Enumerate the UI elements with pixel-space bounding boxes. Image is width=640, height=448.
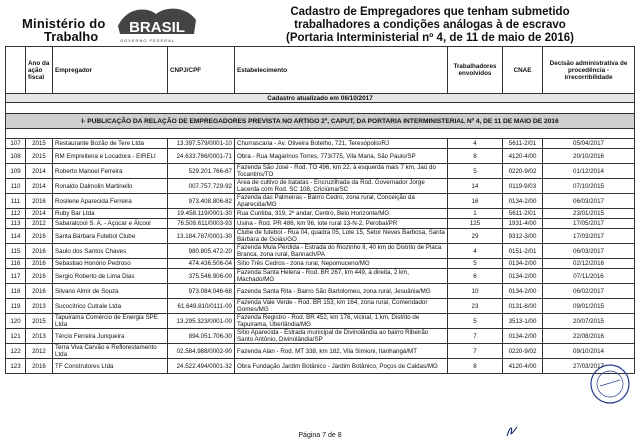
row-workers: 1 <box>448 209 503 219</box>
official-stamp <box>588 362 632 406</box>
row-establishment: Fazenda das Palmeiras - Bairro Cedro, zona rural, Conceição da Aparecida/MG <box>235 194 448 209</box>
row-year: 2013 <box>26 299 53 314</box>
row-cnpj: 13.295.323/0001-00 <box>168 314 235 329</box>
row-year: 2016 <box>26 359 53 374</box>
row-decision: 09/01/2015 <box>543 299 635 314</box>
row-cnpj: 24.633.766/0001-71 <box>168 149 235 164</box>
table-row <box>6 164 635 179</box>
row-establishment: Sítio Três Cedros - zona rural, Nepomuceno/MG <box>235 259 448 269</box>
row-year: 2016 <box>26 259 53 269</box>
row-employer: Sergio Roberto de Lima Dias <box>53 269 168 284</box>
row-decision: 07/10/2015 <box>543 179 635 194</box>
row-decision: 09/10/2014 <box>543 344 635 359</box>
row-number: 113 <box>6 219 26 229</box>
row-number: 115 <box>6 244 26 259</box>
table-row <box>6 269 635 284</box>
row-cnae: 0220-9/02 <box>503 344 543 359</box>
row-cnpj: 980.805.472-20 <box>168 244 235 259</box>
row-workers: 7 <box>448 344 503 359</box>
row-cnae: 4120-4/00 <box>503 359 543 374</box>
row-number: 120 <box>6 314 26 329</box>
row-workers: 5 <box>448 164 503 179</box>
row-number: 108 <box>6 149 26 164</box>
row-decision: 06/02/2017 <box>543 284 635 299</box>
row-number: 116 <box>6 259 26 269</box>
row-workers: 6 <box>448 269 503 284</box>
row-decision: 17/05/2017 <box>543 219 635 229</box>
row-workers: 4 <box>448 244 503 259</box>
table-row <box>6 299 635 314</box>
row-decision: 06/03/2017 <box>543 194 635 209</box>
row-employer: Rosilene Aparecida Ferreira <box>53 194 168 209</box>
row-year: 2016 <box>26 229 53 244</box>
row-cnpj: 13.397.579/0001-10 <box>168 139 235 149</box>
row-employer: Restaurante Bozão de Tere Ltda <box>53 139 168 149</box>
row-workers: 29 <box>448 229 503 244</box>
row-decision: 01/12/2014 <box>543 164 635 179</box>
row-employer: Sabaralcool S. A. - Açúcar e Álcool <box>53 219 168 229</box>
col-header-decision: Decisão administrativa de procedência - irrecorribilidade <box>543 47 635 94</box>
row-establishment: Obra Fundação Jardim Botânico - Jardim Botânico, Poços de Caldas/MG <box>235 359 448 374</box>
table-row <box>6 244 635 259</box>
row-employer: Tércio Ferreira Junqueira <box>53 329 168 344</box>
row-employer: RM Empreiteira e Locadora - EIRELI <box>53 149 168 164</box>
row-number: 107 <box>6 139 26 149</box>
row-cnae: 1931-4/00 <box>503 219 543 229</box>
row-year: 2016 <box>26 284 53 299</box>
row-establishment: Fazenda Mula Perdida - Estrada do Riozinho II, 40 km do Distrito de Placa Branca, zona rural, Bannach/PA <box>235 244 448 259</box>
logo-ministerio-text: Ministério do <box>22 16 106 31</box>
row-cnpj: 19.458.119/0001-30 <box>168 209 235 219</box>
brasil-logo-text: BRASIL <box>129 19 185 36</box>
row-employer: Ruby Bar Ltda <box>53 209 168 219</box>
row-number: 109 <box>6 164 26 179</box>
row-workers: 7 <box>448 329 503 344</box>
table-row <box>6 179 635 194</box>
row-cnpj: 24.522.494/0001-32 <box>168 359 235 374</box>
logo-trabalho-text: Trabalho <box>44 29 99 44</box>
row-establishment: Fazenda Santa Helena - Rod. BR 267, km 449, à direita, 2 km, Machado/MG <box>235 269 448 284</box>
row-establishment: Obra - Rua Magarinos Torres, 773/775, Vila Maria, São Paulo/SP <box>235 149 448 164</box>
row-year: 2014 <box>26 164 53 179</box>
row-cnae: 0134-2/00 <box>503 194 543 209</box>
row-establishment: Churrascaria - Av. Oliveira Botelho, 721, Teresópolis/RJ <box>235 139 448 149</box>
row-cnae: 0134-2/00 <box>503 259 543 269</box>
table-row <box>6 314 635 329</box>
row-workers: 8 <box>448 149 503 164</box>
row-year: 2015 <box>26 149 53 164</box>
row-cnae: 9312-3/00 <box>503 229 543 244</box>
row-decision: 27/03/2017 <box>543 359 635 374</box>
row-establishment: Usina - Rod. PR 486, km 96, lote rural 13-N-2, Perobal/PR <box>235 219 448 229</box>
row-decision: 23/01/2015 <box>543 209 635 219</box>
row-cnae: 0134-2/00 <box>503 329 543 344</box>
row-cnae: 0134-2/00 <box>503 269 543 284</box>
row-cnpj: 13.184.787/0001-30 <box>168 229 235 244</box>
table-body <box>6 139 635 374</box>
table-row <box>6 284 635 299</box>
row-establishment: Sítio Aparecida - Estrada municipal de Divinolândia ao bairro Ribeirão Santo Antônio, Divinolândia/SP <box>235 329 448 344</box>
row-cnpj: 375.546.906-00 <box>168 269 235 284</box>
col-header-employer: Empregador <box>53 47 168 94</box>
page-number: Página 7 de 8 <box>298 432 342 439</box>
row-year: 2013 <box>26 329 53 344</box>
row-employer: Tapuirama Comércio de Energia SPE Ltda <box>53 314 168 329</box>
col-header-cnpj: CNPJ/CPF <box>168 47 235 94</box>
row-cnae: 0151-2/01 <box>503 244 543 259</box>
row-decision: 07/11/2016 <box>543 269 635 284</box>
row-cnpj: 61.649.810/0111-00 <box>168 299 235 314</box>
row-workers: 5 <box>448 259 503 269</box>
table-row <box>6 359 635 374</box>
row-decision: 22/08/2016 <box>543 329 635 344</box>
row-cnae: 5611-2/01 <box>503 139 543 149</box>
row-cnae: 3513-1/00 <box>503 314 543 329</box>
table-row <box>6 259 635 269</box>
row-decision: 05/04/2017 <box>543 139 635 149</box>
row-cnpj: 474.436.506-04 <box>168 259 235 269</box>
row-cnpj: 76.509.611/0003-93 <box>168 219 235 229</box>
updated-row <box>6 94 635 103</box>
row-workers: 10 <box>448 284 503 299</box>
row-year: 2016 <box>26 194 53 209</box>
row-year: 2014 <box>26 179 53 194</box>
updated-label: Cadastro atualizado em 06/10/2017 <box>6 94 635 103</box>
row-number: 123 <box>6 359 26 374</box>
section-title: I- PUBLICAÇÃO DA RELAÇÃO DE EMPREGADORES PREVISTA NO ARTIGO 2º, CAPUT, DA PORTARIA INTERMINISTERIAL Nº 4, DE 11 DE MAIO DE 2016 <box>6 114 635 129</box>
row-workers: 4 <box>448 139 503 149</box>
table-row <box>6 139 635 149</box>
row-number: 122 <box>6 344 26 359</box>
row-year: 2012 <box>26 344 53 359</box>
row-decision: 20/10/2016 <box>543 149 635 164</box>
row-number: 118 <box>6 284 26 299</box>
table-row <box>6 229 635 244</box>
row-number: 111 <box>6 194 26 209</box>
row-cnpj: 973.084.046-68 <box>168 284 235 299</box>
row-workers: 5 <box>448 314 503 329</box>
employers-table <box>5 46 635 374</box>
row-year: 2015 <box>26 314 53 329</box>
col-header-num <box>6 47 26 94</box>
row-employer: Roberto Manoel Ferreira <box>53 164 168 179</box>
row-cnae: 4120-4/00 <box>503 149 543 164</box>
row-number: 112 <box>6 209 26 219</box>
row-cnpj: 529.201.766-87 <box>168 164 235 179</box>
title-line-1: Cadastro de Empregadores que tenham submetido <box>290 6 570 18</box>
col-header-workers: Trabalhadores envolvidos <box>448 47 503 94</box>
row-cnae: 0131-8/00 <box>503 299 543 314</box>
table-row <box>6 209 635 219</box>
row-employer: Terra Viva Carvão e Reflorestamento Ltda <box>53 344 168 359</box>
row-year: 2012 <box>26 219 53 229</box>
row-cnae: 0134-2/00 <box>503 284 543 299</box>
governo-federal-text: GOVERNO FEDERAL <box>120 38 176 43</box>
row-cnpj: 973.408.806-82 <box>168 194 235 209</box>
row-cnae: 0220-9/02 <box>503 164 543 179</box>
row-employer: Ronaldo Dalmolin Martinello <box>53 179 168 194</box>
row-cnpj: 894.051.706-30 <box>168 329 235 344</box>
row-number: 121 <box>6 329 26 344</box>
row-employer: Silvano Almir de Souza <box>53 284 168 299</box>
ministry-logo <box>22 2 202 44</box>
row-cnae: 0119-9/03 <box>503 179 543 194</box>
table-row <box>6 149 635 164</box>
col-header-year: Ano da ação fiscal <box>26 47 53 94</box>
row-decision: 02/12/2016 <box>543 259 635 269</box>
row-establishment: Área de cultivo de batatas - Encruzilhada da Rod. Governador Jorge Lacerda com Rod. SC 108, Criciúma/SC <box>235 179 448 194</box>
row-establishment: Fazenda Santa Rita - Bairro São Bartolomeu, zona rural, Jesuânia/MG <box>235 284 448 299</box>
table-row <box>6 219 635 229</box>
row-establishment: Fazenda Registro - Rod. BR 452, km 176, vicinal, 1 km, Distrito de Tapuirama, Uberlândia/MG <box>235 314 448 329</box>
row-workers: 23 <box>448 299 503 314</box>
row-employer: TF Construtores Ltda <box>53 359 168 374</box>
row-number: 117 <box>6 269 26 284</box>
col-header-establishment: Estabelecimento <box>235 47 448 94</box>
row-year: 2015 <box>26 139 53 149</box>
title-line-2: trabalhadores a condições análogas à de escravo <box>294 19 566 31</box>
row-establishment: Fazenda São José - Rod. TO 496, km 22, à esquerda mais 7 km, Jaú do Tocantins/TO <box>235 164 448 179</box>
row-number: 114 <box>6 229 26 244</box>
row-establishment: Fazenda Vale Verde - Rod. BR 153, km 164, zona rural, Comendador Gomes/MG <box>235 299 448 314</box>
table-row <box>6 194 635 209</box>
row-establishment: Rua Curitiba, 319, 2º andar, Centro, Belo Horizonte/MG <box>235 209 448 219</box>
row-year: 2016 <box>26 269 53 284</box>
row-workers: 125 <box>448 219 503 229</box>
section-row <box>6 114 635 129</box>
row-cnae: 5611-2/01 <box>503 209 543 219</box>
table-header-row <box>6 47 635 94</box>
row-workers: 14 <box>448 179 503 194</box>
row-number: 110 <box>6 179 26 194</box>
row-workers: 8 <box>448 359 503 374</box>
title-line-3: (Portaria Interministerial nº 4, de 11 de maio de 2016) <box>286 32 574 44</box>
row-cnpj: 02.584.988/0002-90 <box>168 344 235 359</box>
row-employer: Sucocítrico Cutrale Ltda <box>53 299 168 314</box>
table-row <box>6 329 635 344</box>
row-employer: Sebastiao Honório Pedroso <box>53 259 168 269</box>
row-decision: 17/03/2017 <box>543 229 635 244</box>
row-establishment: Fazenda Alan - Rod. MT 338, km 182, Vila Simioni, Itanhangá/MT <box>235 344 448 359</box>
row-number: 119 <box>6 299 26 314</box>
row-establishment: Clube de futebol - Rua 04, quadra 05, Lote 15, Setor Neves Barbosa, Santa Bárbara de Goiás/GO <box>235 229 448 244</box>
document-title <box>270 6 590 45</box>
table-row <box>6 344 635 359</box>
row-decision: 06/03/2017 <box>543 244 635 259</box>
row-cnpj: 007.757.729-92 <box>168 179 235 194</box>
row-year: 2014 <box>26 209 53 219</box>
row-year: 2016 <box>26 244 53 259</box>
brasil-logo-mark <box>116 4 198 38</box>
row-decision: 20/07/2015 <box>543 314 635 329</box>
col-header-cnae: CNAE <box>503 47 543 94</box>
row-workers: 16 <box>448 194 503 209</box>
row-employer: Saulo dos Santos Chaves <box>53 244 168 259</box>
row-employer: Santa Bárbara Futebol Clube <box>53 229 168 244</box>
